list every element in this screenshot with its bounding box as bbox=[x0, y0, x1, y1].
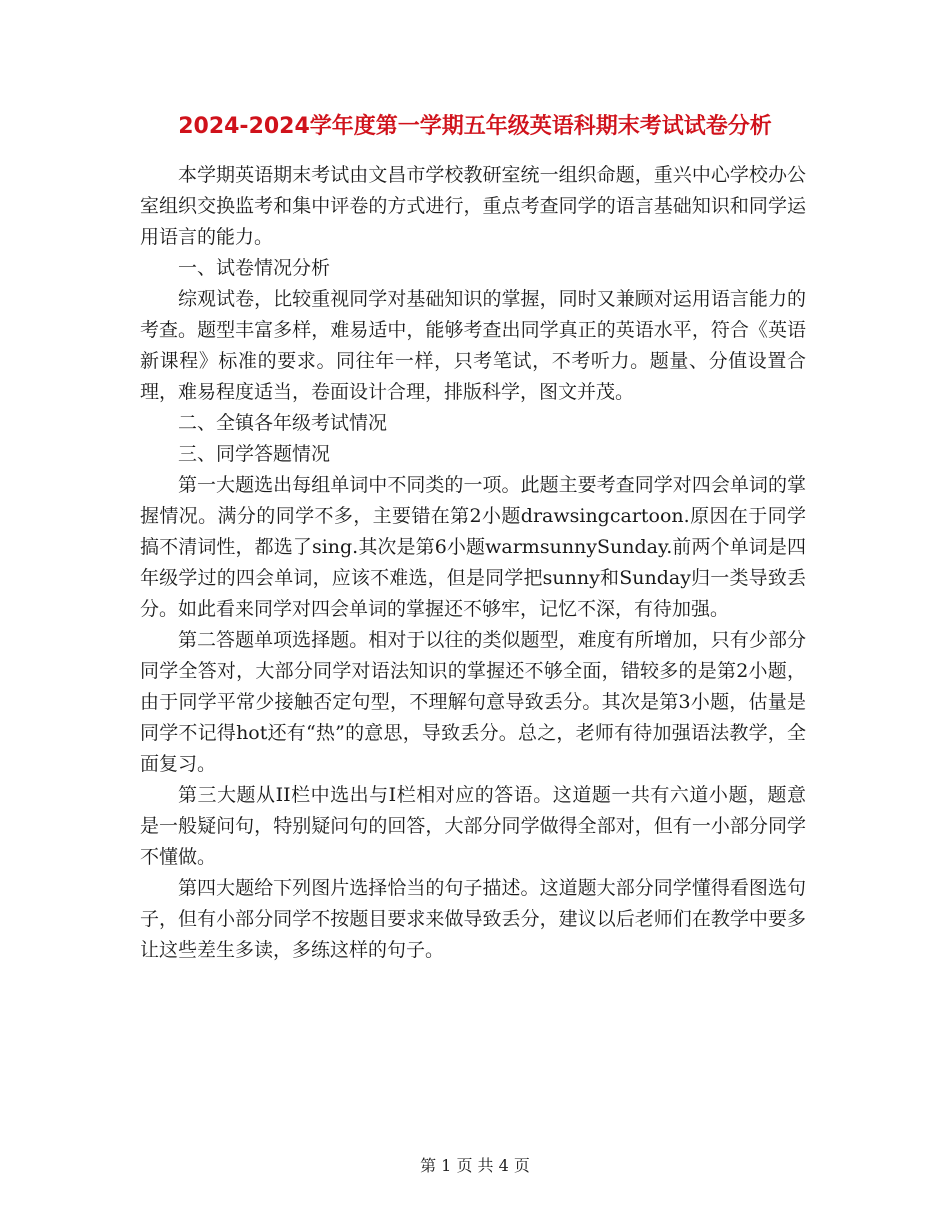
page-footer: 第 1 页 共 4 页 bbox=[420, 1156, 530, 1175]
paragraph-question-2: 第二答题单项选择题。相对于以往的类似题型，难度有所增加，只有少部分同学全答对，大部分同学对语法知识的掌握还不够全面，错较多的是第2小题，由于同学平常少接触否定句型，不理解句意导致丢分。其次是第3小题，估量是同学不记得hot还有“热”的意思，导致丢分。总之，老师有待加强语法教学，全面复习。 bbox=[140, 629, 806, 775]
paragraph-intro: 本学期英语期末考试由文昌市学校教研室统一组织命题，重兴中心学校办公室组织交换监考和集中评卷的方式进行，重点考查同学的语言基础知识和同学运用语言的能力。 bbox=[140, 164, 806, 248]
section-heading-1: 一、试卷情况分析 bbox=[178, 257, 331, 279]
paragraph-paper-analysis: 综观试卷，比较重视同学对基础知识的掌握，同时又兼顾对运用语言能力的考查。题型丰富多样，难易适中，能够考查出同学真正的英语水平，符合《英语新课程》标准的要求。同往年一样，只考笔试，不考听力。题量、分值设置合理，难易程度适当，卷面设计合理，排版科学，图文并茂。 bbox=[140, 288, 806, 403]
section-heading-2: 二、全镇各年级考试情况 bbox=[178, 412, 388, 434]
document-title: 2024-2024学年度第一学期五年级英语科期末考试试卷分析 bbox=[178, 114, 772, 139]
paragraph-question-3: 第三大题从II栏中选出与I栏相对应的答语。这道题一共有六道小题，题意是一般疑问句，特别疑问句的回答，大部分同学做得全部对，但有一小部分同学不懂做。 bbox=[140, 784, 806, 868]
section-heading-3: 三、同学答题情况 bbox=[178, 443, 331, 465]
paragraph-question-1: 第一大题选出每组单词中不同类的一项。此题主要考查同学对四会单词的掌握情况。满分的同学不多，主要错在第2小题drawsingcartoon.原因在于同学搞不清词性，都选了sing.其次是第6小题warmsunnySunday.前两个单词是四年级学过的四会单词，应该不难选，但是同学把sunny和Sunday归一类导致丢分。如此看来同学对四会单词的掌握还不够牢，记忆不深，有待加强。 bbox=[140, 474, 806, 620]
paragraph-question-4: 第四大题给下列图片选择恰当的句子描述。这道题大部分同学懂得看图选句子，但有小部分同学不按题目要求来做导致丢分，建议以后老师们在教学中要多让这些差生多读，多练这样的句子。 bbox=[140, 877, 806, 961]
document-body bbox=[140, 160, 806, 966]
